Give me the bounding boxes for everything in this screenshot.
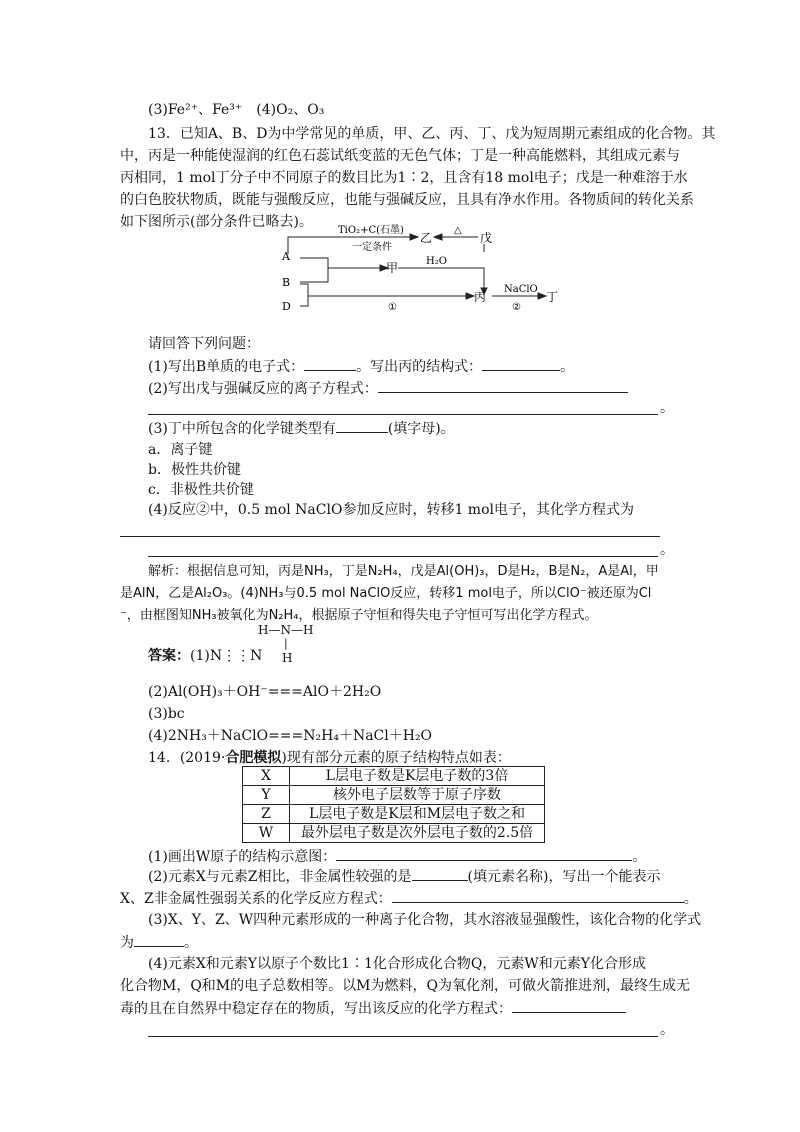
diagram-reaction-1: ① [388, 302, 397, 313]
answer-label: 答案： [148, 648, 190, 664]
q13-part-4: (4)反应②中，0.5 mol NaClO参加反应时，转移1 mol电子，其化学方程式为 [148, 502, 634, 518]
q13-stem-line-5: 如下图所示(部分条件已略去)。 [120, 214, 313, 230]
q13-p1-blank-1 [304, 356, 356, 371]
q13-p4-answer-line-1 [120, 536, 660, 537]
diagram-label-b: B [282, 276, 291, 289]
diagram-h2o: H₂O [426, 256, 447, 267]
q13-answer-2: (2)Al(OH)₃＋OH⁻===AlO＋2H₂O [148, 684, 382, 700]
q13-analysis-line-3: ⁻，由框图知NH₃被氧化为N₂H₄，根据原子守恒和得失电子守恒可写出化学方程式。 [120, 608, 598, 623]
q14-stem-pre: 14．(2019· [148, 750, 226, 766]
element-desc: 最外层电子数是次外层电子数的2.5倍 [290, 824, 545, 843]
q14-p4-end: 。 [660, 1022, 674, 1038]
q14-p4-answer-line [148, 1036, 658, 1037]
diagram-label-ding: 丁 [546, 290, 559, 304]
element-desc: L层电子数是K层和M层电子数之和 [290, 805, 545, 824]
diagram-delta: △ [454, 225, 462, 236]
table-row [243, 805, 545, 824]
q13-answer-1 [148, 646, 262, 666]
q13-p2-end: 。 [660, 400, 674, 416]
q14-p3-text-b: 为 [120, 935, 134, 951]
diagram-label-jia: 甲 [386, 261, 399, 275]
nh3-structure-top: H—N—H [258, 623, 314, 637]
q13-p3-text: (3)丁中所包含的化学键类型有 [148, 421, 336, 437]
q13-option-b: b．极性共价键 [148, 462, 241, 478]
element-symbol: X [243, 767, 290, 786]
q13-p1-blank-2 [482, 356, 560, 371]
q14-stem [148, 748, 511, 768]
q13-answer-4: (4)2NH₃＋NaClO===N₂H₄＋NaCl＋H₂O [148, 728, 433, 744]
q14-p3-blank [134, 932, 184, 947]
diagram-naclo: NaClO [504, 284, 538, 295]
q13-option-c: c．非极性共价键 [148, 482, 254, 498]
q14-part-2-cont [120, 888, 698, 909]
q14-stem-post: )现有部分元素的原子结构特点如表： [281, 750, 511, 766]
q14-part-2 [148, 866, 660, 887]
q13-p4-answer-line-2 [148, 556, 658, 557]
nh3-structure-bottom: H [282, 651, 293, 665]
q14-p1-end: 。 [632, 849, 647, 865]
q13-p1-text-a: (1)写出B单质的电子式： [148, 359, 305, 375]
q14-part-4-line-3 [120, 998, 626, 1019]
diagram-reaction-2: ② [512, 302, 521, 313]
diagram-label-wu: 戊 [480, 231, 493, 245]
q13-p3-text-b: (填字母)。 [387, 421, 455, 437]
q13-stem-line-2: 中，丙是一种能使湿润的红色石蕊试纸变蓝的无色气体；丁是一种高能燃料，其组成元素与 [120, 148, 680, 164]
q14-part-4-line-2: 化合物M，Q和M的电子总数相等。以M为燃料，Q为氧化剂，可做火箭推进剂，最终生成无 [120, 978, 690, 994]
element-desc: L层电子数是K层电子数的3倍 [290, 767, 545, 786]
q13-part-3 [148, 418, 455, 439]
q13-ans1: (1)N⋮⋮N [190, 648, 263, 664]
q13-stem-line-3: 丙相同，1 mol丁分子中不同原子的数目比为1∶2，且含有18 mol电子；戊是一种难溶于水 [120, 170, 688, 186]
q14-p2-text-c: X、Z非金属性强弱关系的化学反应方程式： [120, 891, 392, 907]
q14-p4-blank [512, 998, 626, 1013]
element-table [242, 766, 545, 843]
q14-source: 合肥模拟 [225, 750, 282, 766]
element-symbol: Y [243, 786, 290, 805]
q13-stem-line-1: 13．已知A、B、D为中学常见的单质，甲、乙、丙、丁、戊为短周期元素组成的化合物。其 [148, 126, 716, 142]
q13-p2-answer-line [148, 414, 658, 415]
q14-part-3: (3)X、Y、Z、W四种元素形成的一种离子化合物，其水溶液显强酸性，该化合物的化学式 [148, 912, 702, 928]
q13-answer-3: (3)bc [148, 706, 185, 722]
diagram-label-d: D [282, 300, 291, 313]
q14-part-4-line-1: (4)元素X和元素Y以原子个数比1∶1化合形成化合物Q，元素W和元素Y化合形成 [148, 956, 646, 972]
diagram-cond-top: TiO₂+C(石墨) [338, 225, 404, 236]
table-row [243, 767, 545, 786]
q13-analysis-line-2: 是AlN，乙是Al₂O₃。(4)NH₃与0.5 mol NaClO反应，转移1 mol电子，所以ClO⁻被还原为Cl [120, 586, 652, 601]
q14-p2-text-a: (2)元素X与元素Z相比，非金属性较强的是 [148, 869, 412, 885]
q14-p2-text-b: (填元素名称)，写出一个能表示 [467, 869, 661, 885]
conversion-diagram [280, 222, 560, 322]
q14-p1-text: (1)画出W原子的结构示意图： [148, 849, 337, 865]
q13-p4-end: 。 [660, 542, 674, 558]
q14-p1-blank [336, 846, 632, 861]
q14-p4-text-c: 毒的且在自然界中稳定存在的物质，写出该反应的化学方程式： [120, 1001, 512, 1017]
q14-p2-end: 。 [683, 891, 698, 907]
nh3-structure-bar: | [284, 637, 288, 650]
diagram-label-a: A [282, 250, 290, 263]
q13-ask: 请回答下列问题： [148, 336, 260, 352]
q13-p1-text-b: 。写出丙的结构式： [356, 359, 483, 375]
q14-p3-end: 。 [184, 935, 198, 951]
table-row [243, 824, 545, 843]
diagram-cond-top2: 一定条件 [352, 242, 392, 253]
q14-part-3-cont [120, 932, 198, 953]
q12-answer-tail: (3)Fe²⁺、Fe³⁺ (4)O₂、O₃ [148, 102, 325, 118]
q13-p2-text: (2)写出戊与强碱反应的离子方程式： [148, 381, 378, 397]
q13-analysis-line-1: 解析：根据信息可知，丙是NH₃，丁是N₂H₄，戊是Al(OH)₃，D是H₂，B是N₂，A是Al，甲 [148, 564, 659, 579]
diagram-label-yi: 乙 [420, 231, 433, 245]
element-symbol: W [243, 824, 290, 843]
q13-stem-line-4: 的白色胶状物质，既能与强酸反应，也能与强碱反应，且具有净水作用。各物质间的转化关系 [120, 192, 694, 208]
q13-p2-blank [378, 378, 628, 393]
q13-p3-blank [336, 418, 388, 433]
q13-option-a: a．离子键 [148, 442, 213, 458]
element-symbol: Z [243, 805, 290, 824]
q14-p2-blank-1 [412, 866, 468, 881]
q13-part-2 [148, 378, 628, 399]
element-desc: 核外电子层数等于原子序数 [290, 786, 545, 805]
q13-p1-text-c: 。 [560, 359, 575, 375]
q14-p2-blank-2 [392, 888, 684, 903]
diagram-label-bing: 丙 [474, 290, 487, 304]
q14-part-1 [148, 846, 646, 867]
q13-part-1 [148, 356, 574, 377]
table-row [243, 786, 545, 805]
